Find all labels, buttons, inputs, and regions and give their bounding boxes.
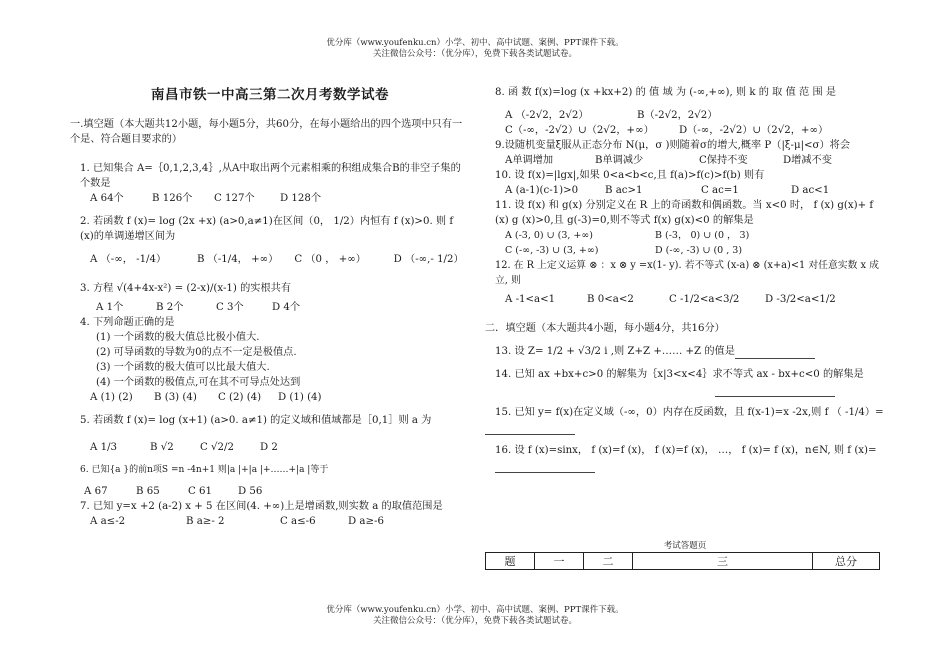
left-column [70, 82, 470, 529]
q2-option-c: C （0 ， +∞） [294, 254, 366, 265]
q8-option-c: C（-∞，-2√2）∪（2√2，+∞） [505, 125, 654, 136]
q11-stem: 11. 设 f(x) 和 g(x) 分别定义在 R 上的奇函数和偶函数。当 x<0 时， f (x) g(x)+ f (x) g (x)>0,且 g(-3)=0,则不等式 f(x) g(x)<0 的解集是 [495, 200, 874, 226]
header-line-1: 优分库（www.youfenku.cn）小学、初中、高中试题、案例、PPT课件下载。 [326, 38, 624, 48]
q8-option-b: B（-2√2，2√2） [637, 110, 718, 121]
q4-option-d: D (1) (4) [278, 392, 322, 403]
q11-option-d: D (-∞, -3) ∪ (0 , 3) [655, 245, 743, 256]
q4-item-2: (2) 可导函数的导数为0的点不一定是极值点. [96, 347, 297, 358]
q8-options-row1 [485, 108, 885, 123]
question-12 [485, 258, 885, 307]
question-2 [70, 214, 470, 267]
q7-option-b: B a≥- 2 [186, 516, 225, 527]
q2-option-b: B （-1/4， +∞） [196, 254, 279, 265]
q14-answer-blank[interactable] [715, 385, 835, 397]
q4-option-b: B (3) (4) [154, 392, 197, 403]
q1-option-d: D 128个 [280, 193, 322, 204]
q7-options [70, 514, 470, 529]
q9-option-b: B单调减少 [595, 155, 644, 166]
question-13 [485, 344, 885, 359]
q9-option-c: C保持不变 [699, 155, 748, 166]
q6-options [70, 484, 470, 499]
q5-option-b: B √2 [150, 442, 174, 453]
q11-option-b: B (-3， 0) ∪ (0 ， 3) [655, 230, 750, 241]
q6-option-d: D 56 [238, 486, 263, 497]
q7-option-a: A a≤-2 [90, 516, 126, 527]
q10-option-a: A (a-1)(c-1)>0 [505, 185, 579, 196]
paper-title: 南昌市铁一中高三第二次月考数学试卷 [151, 87, 389, 103]
q10-option-d: D ac<1 [791, 185, 830, 196]
q2-option-a: A （-∞， -1/4） [90, 254, 167, 265]
question-1 [70, 161, 470, 206]
score-cell-total: 总分 [813, 553, 880, 570]
q1-option-a: A 64个 [90, 193, 124, 204]
q9-options [485, 153, 885, 168]
question-16 [485, 443, 885, 473]
q7-option-d: D a≥-6 [348, 516, 384, 527]
q7-option-c: C a≤-6 [280, 516, 316, 527]
header-line-2: 关注微信公众号：（优分库），免费下载各类试题试卷。 [372, 49, 577, 59]
question-10 [485, 168, 885, 198]
q3-option-c: C 3个 [216, 302, 244, 313]
q11-option-c: C (-∞, -3) ∪ (3, +∞) [505, 245, 599, 256]
q5-stem: 5. 若函数 f (x)= log (x+1) (a>0. a≠1) 的定义域和值域都是［0,1］则 a 为 [80, 415, 432, 426]
q4-options [70, 390, 470, 405]
q9-stem: 9.设随机变量ξ服从正态分布 N(μ，σ )则随着σ的增大,概率 P（|ξ-μ|<σ）将会 [495, 140, 851, 151]
q2-options [70, 252, 470, 267]
q3-options [70, 300, 470, 315]
q6-option-b: B 65 [136, 486, 160, 497]
q4-option-c: C (2) (4) [218, 392, 262, 403]
question-6 [70, 463, 470, 499]
page-header [0, 38, 950, 60]
question-5 [70, 413, 470, 455]
q10-options [485, 183, 885, 198]
score-cell-part2: 二 [584, 553, 633, 570]
score-cell-part1: 一 [535, 553, 584, 570]
q14-stem: 14. 已知 ax +bx+c>0 的解集为｛x|3<x<4｝求不等式 ax - bx+c<0 的解集是 [495, 369, 864, 380]
q4-item-1: (1) 一个函数的极大值总比极小值大. [96, 332, 260, 343]
q6-option-a: A 67 [84, 486, 108, 497]
q13-stem: 13. 设 Z= 1/2 + √3/2 i ,则 Z+Z +…… +Z 的值是 [495, 346, 735, 357]
q3-option-a: A 1个 [96, 302, 124, 313]
page-footer [0, 605, 950, 627]
q15-answer-blank[interactable] [485, 423, 575, 435]
q2-stem: 2. 若函数 f (x)= log (2x +x) (a>0,a≠1)在区间（0， 1/2）内恒有 f (x)>0. 则 f (x)的单调递增区间为 [80, 216, 454, 242]
q8-option-d: D（-∞，-2√2）∪（2√2，+∞） [679, 125, 829, 136]
q1-stem: 1. 已知集合 A=｛0,1,2,3,4｝,从A中取出两个元素相乘的积组成集合B的非空子集的个数是 [80, 163, 461, 189]
question-7 [70, 499, 470, 529]
q6-stem: 6. 已知{a }的前n项S =n -4n+1 则|a |+|a |+……+|a |等于 [80, 465, 329, 475]
q5-option-a: A 1/3 [90, 442, 117, 453]
question-4 [70, 315, 470, 405]
q5-option-d: D 2 [260, 442, 278, 453]
question-15 [485, 405, 885, 435]
right-column [485, 85, 885, 473]
q16-line [485, 443, 885, 473]
question-9 [485, 138, 885, 168]
score-table [485, 552, 880, 570]
q6-option-c: C 61 [188, 486, 212, 497]
score-table-row [486, 553, 880, 570]
q16-stem: 16. 设 f (x)=sinx， f (x)=f (x)， f (x)=f (x)， …， f (x)= f (x)，n∈N, 则 f (x)= [495, 445, 877, 456]
q8-option-a: A （-2√2，2√2） [505, 110, 589, 121]
q12-stem: 12. 在 R 上定义运算 ⊗ ：x ⊗ y =x(1- y). 若不等式 (x-a) ⊗ (x+a)<1 对任意实数 x 成立, 则 [495, 260, 879, 286]
section2-intro: 二．填空题（本大题共4小题，每小题4分，共16分） [485, 323, 725, 334]
q3-option-b: B 2个 [156, 302, 184, 313]
q4-item-3: (3) 一个函数的极大值可以比最大值大. [96, 362, 270, 373]
q1-option-c: C 127个 [214, 193, 255, 204]
q10-option-b: B ac>1 [605, 185, 643, 196]
footer-line-1: 优分库（www.youfenku.cn）小学、初中、高中试题、案例、PPT课件下载。 [326, 605, 624, 615]
q8-options-row2 [485, 123, 885, 138]
footer-line-2: 关注微信公众号：（优分库），免费下载各类试题试卷。 [372, 616, 577, 626]
q12-option-b: B 0<a<2 [587, 294, 634, 305]
question-11 [485, 198, 885, 258]
q3-option-d: D 4个 [272, 302, 301, 313]
q10-stem: 10. 设 f(x)=|lgx|,如果 0<a<b<c,且 f(a)>f(c)>f(b) 则有 [495, 170, 765, 181]
q16-answer-blank[interactable] [495, 461, 595, 473]
score-cell-label: 题 [486, 553, 535, 570]
question-3 [70, 281, 470, 315]
q13-answer-blank[interactable] [735, 347, 815, 359]
section1-intro: 一.填空题（本大题共12小题，每小题5分，共60分，在每小题给出的四个选项中只有一个是、符合题目要求的） [70, 119, 463, 145]
q3-stem: 3. 方程 √(4+4x-x²) = (2-x)/(x-1) 的实根共有 [80, 283, 292, 294]
q9-option-a: A单调增加 [505, 155, 554, 166]
q12-option-a: A -1<a<1 [505, 294, 556, 305]
q5-option-c: C √2/2 [200, 442, 234, 453]
q11-option-a: A (-3, 0) ∪ (3, +∞) [505, 230, 594, 241]
q12-options [485, 292, 885, 307]
score-cell-part3: 三 [633, 553, 813, 570]
q11-options-row2 [485, 243, 885, 258]
q5-options [70, 440, 470, 455]
q11-options-row1 [485, 228, 885, 243]
q15-stem: 15. 已知 y= f(x)在定义域（-∞，0）内存在反函数，且 f(x-1)=x -2x,则 f （ -1/4）= [495, 407, 884, 418]
q13-line [485, 344, 885, 359]
q8-stem: 8. 函 数 f(x)=log (x +kx+2) 的 值 域 为 (-∞,+∞), 则 k 的 取 值 范 围 是 [495, 87, 837, 98]
q7-stem: 7. 已知 y=x +2 (a-2) x + 5 在区间(4. +∞)上是增函数,则实数 a 的取值范围是 [80, 501, 443, 512]
q4-item-4: (4) 一个函数的极值点,可在其不可导点处达到 [96, 377, 301, 388]
q1-option-b: B 126个 [152, 193, 193, 204]
q2-option-d: D （-∞,- 1/2） [393, 254, 464, 265]
q9-option-d: D增减不变 [783, 155, 832, 166]
answer-sheet [485, 541, 885, 570]
answer-sheet-caption: 考试答题页 [663, 541, 707, 551]
question-8 [485, 85, 885, 138]
q4-stem: 4. 下列命题正确的是 [80, 317, 175, 328]
q12-option-d: D -3/2<a<1/2 [765, 294, 836, 305]
q10-option-c: C ac=1 [701, 185, 739, 196]
q1-options [70, 191, 470, 206]
q12-option-c: C -1/2<a<3/2 [669, 294, 740, 305]
q4-option-a: A (1) (2) [90, 392, 133, 403]
question-14 [485, 367, 885, 397]
